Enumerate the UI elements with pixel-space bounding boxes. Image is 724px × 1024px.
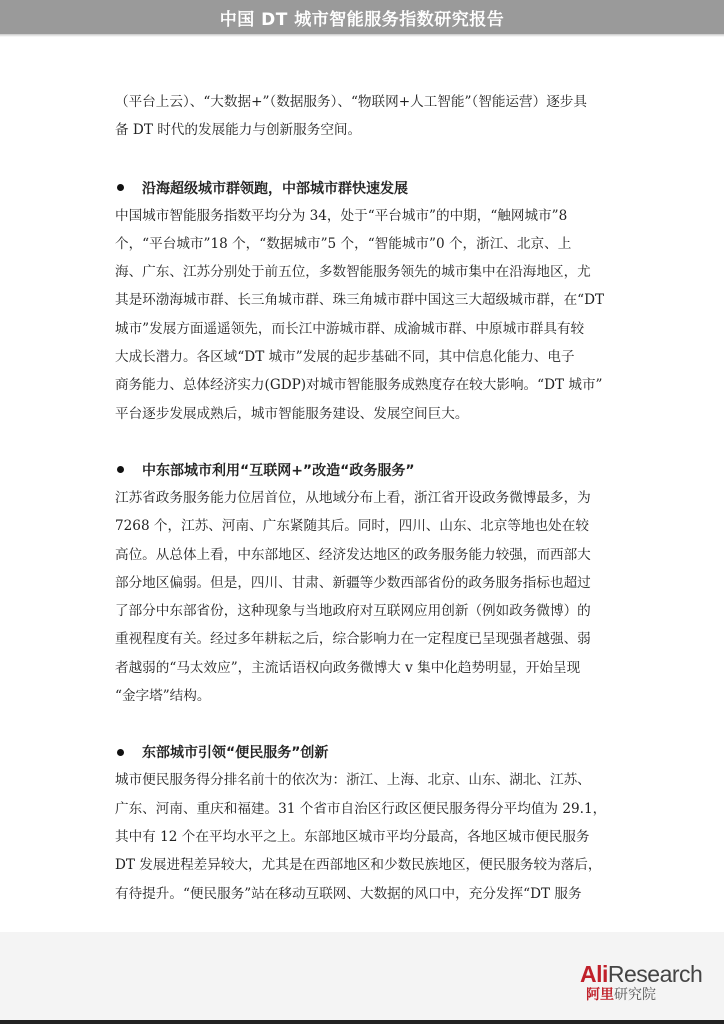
- aliresearch-logo: [580, 962, 710, 1006]
- bullet-icon: [117, 749, 124, 756]
- text-line: 者越弱的“马太效应”，主流话语权向政务微博大 v 集中化趋势明显，开始呈现: [115, 659, 581, 676]
- text-line: 大成长潜力。各区域“DT 城市”发展的起步基础不同，其中信息化能力、电子: [115, 349, 575, 366]
- text-line: “金字塔”结构。: [115, 688, 211, 705]
- logo-research-text: Research: [607, 961, 703, 987]
- text-line: 重视程度有关。经过多年耕耘之后，综合影响力在一定程度已呈现强者越强、弱: [115, 631, 591, 648]
- text-line: 中国城市智能服务指数平均分为 34，处于“平台城市”的中期，“触网城市”8: [115, 207, 568, 224]
- text-line: 城市”发展方面遥遥领先，而长江中游城市群、成渝城市群、中原城市群具有较: [115, 320, 585, 337]
- logo-cn-institute: 研究院: [614, 987, 656, 1003]
- text-line: 7268 个，江苏、河南、广东紧随其后。同时，四川、山东、北京等地也处在较: [115, 518, 589, 535]
- header-divider: [0, 34, 724, 37]
- document-body: [115, 88, 611, 908]
- text-line: 部分地区偏弱。但是，四川、甘肃、新疆等少数西部省份的政务服务指标也超过: [115, 574, 591, 591]
- text-line: 商务能力、总体经济实力(GDP)对城市智能服务成熟度存在较大影响。“DT 城市”: [115, 377, 603, 394]
- text-line: 其中有 12 个在平均水平之上。东部地区城市平均分最高，各地区城市便民服务: [115, 828, 590, 845]
- text-line: DT 发展进程差异较大，尤其是在西部地区和少数民族地区，便民服务较为落后，: [115, 857, 602, 874]
- text-line: 城市便民服务得分排名前十的依次为：浙江、上海、北京、山东、湖北、江苏、: [115, 772, 591, 789]
- text-line: 其是环渤海城市群、长三角城市群、珠三角城市群中国这三大超级城市群，在“DT: [115, 292, 605, 309]
- footer-bottom-border: [0, 1020, 724, 1024]
- section-heading: [115, 174, 611, 202]
- heading-text: 沿海超级城市群领跑，中部城市群快速发展: [142, 180, 408, 197]
- text-line: 了部分中东部省份，这种现象与当地政府对互联网应用创新（例如政务微博）的: [115, 603, 591, 620]
- text-line: 江苏省政务服务能力位居首位，从地域分布上看，浙江省开设政务微博最多，为: [115, 489, 591, 506]
- bullet-icon: [117, 184, 124, 191]
- text-line: 个，“平台城市”18 个，“数据城市”5 个，“智能城市”0 个，浙江、北京、上: [115, 235, 572, 252]
- section-public-services: [115, 738, 611, 907]
- logo-cn-ali: 阿里: [586, 987, 614, 1003]
- heading-text: 东部城市引领“便民服务”创新: [142, 745, 329, 762]
- text-line: 平台逐步发展成熟后，城市智能服务建设、发展空间巨大。: [115, 405, 469, 422]
- logo-ali-text: Ali: [580, 961, 608, 987]
- bullet-icon: [117, 466, 124, 473]
- text-line: 高位。从总体上看，中东部地区、经济发达地区的政务服务能力较强，而西部大: [115, 546, 591, 563]
- section-coastal-cities: [115, 174, 611, 428]
- logo-chinese: [586, 986, 710, 1004]
- text-line: 海、广东、江苏分别处于前五位，多数智能服务领先的城市集中在沿海地区，尤: [115, 264, 591, 281]
- text-line: 广东、河南、重庆和福建。31 个省市自治区行政区便民服务得分平均值为 29.1，: [115, 800, 607, 817]
- heading-text: 中东部城市利用“互联网+”改造“政务服务”: [142, 462, 415, 479]
- section-heading: [115, 738, 611, 766]
- header-bar: [0, 0, 724, 34]
- intro-paragraph: [115, 88, 611, 145]
- text-line: 有待提升。“便民服务”站在移动互联网、大数据的风口中，充分发挥“DT 服务: [115, 885, 582, 902]
- report-title: 中国 DT 城市智能服务指数研究报告: [219, 9, 505, 30]
- text-line: 备 DT 时代的发展能力与创新服务空间。: [115, 122, 362, 139]
- logo-wordmark: [580, 962, 710, 986]
- section-heading: [115, 456, 611, 484]
- text-line: （平台上云）、“大数据+”（数据服务）、“物联网+人工智能”（智能运营）逐步具: [115, 94, 587, 110]
- section-government-services: [115, 456, 611, 710]
